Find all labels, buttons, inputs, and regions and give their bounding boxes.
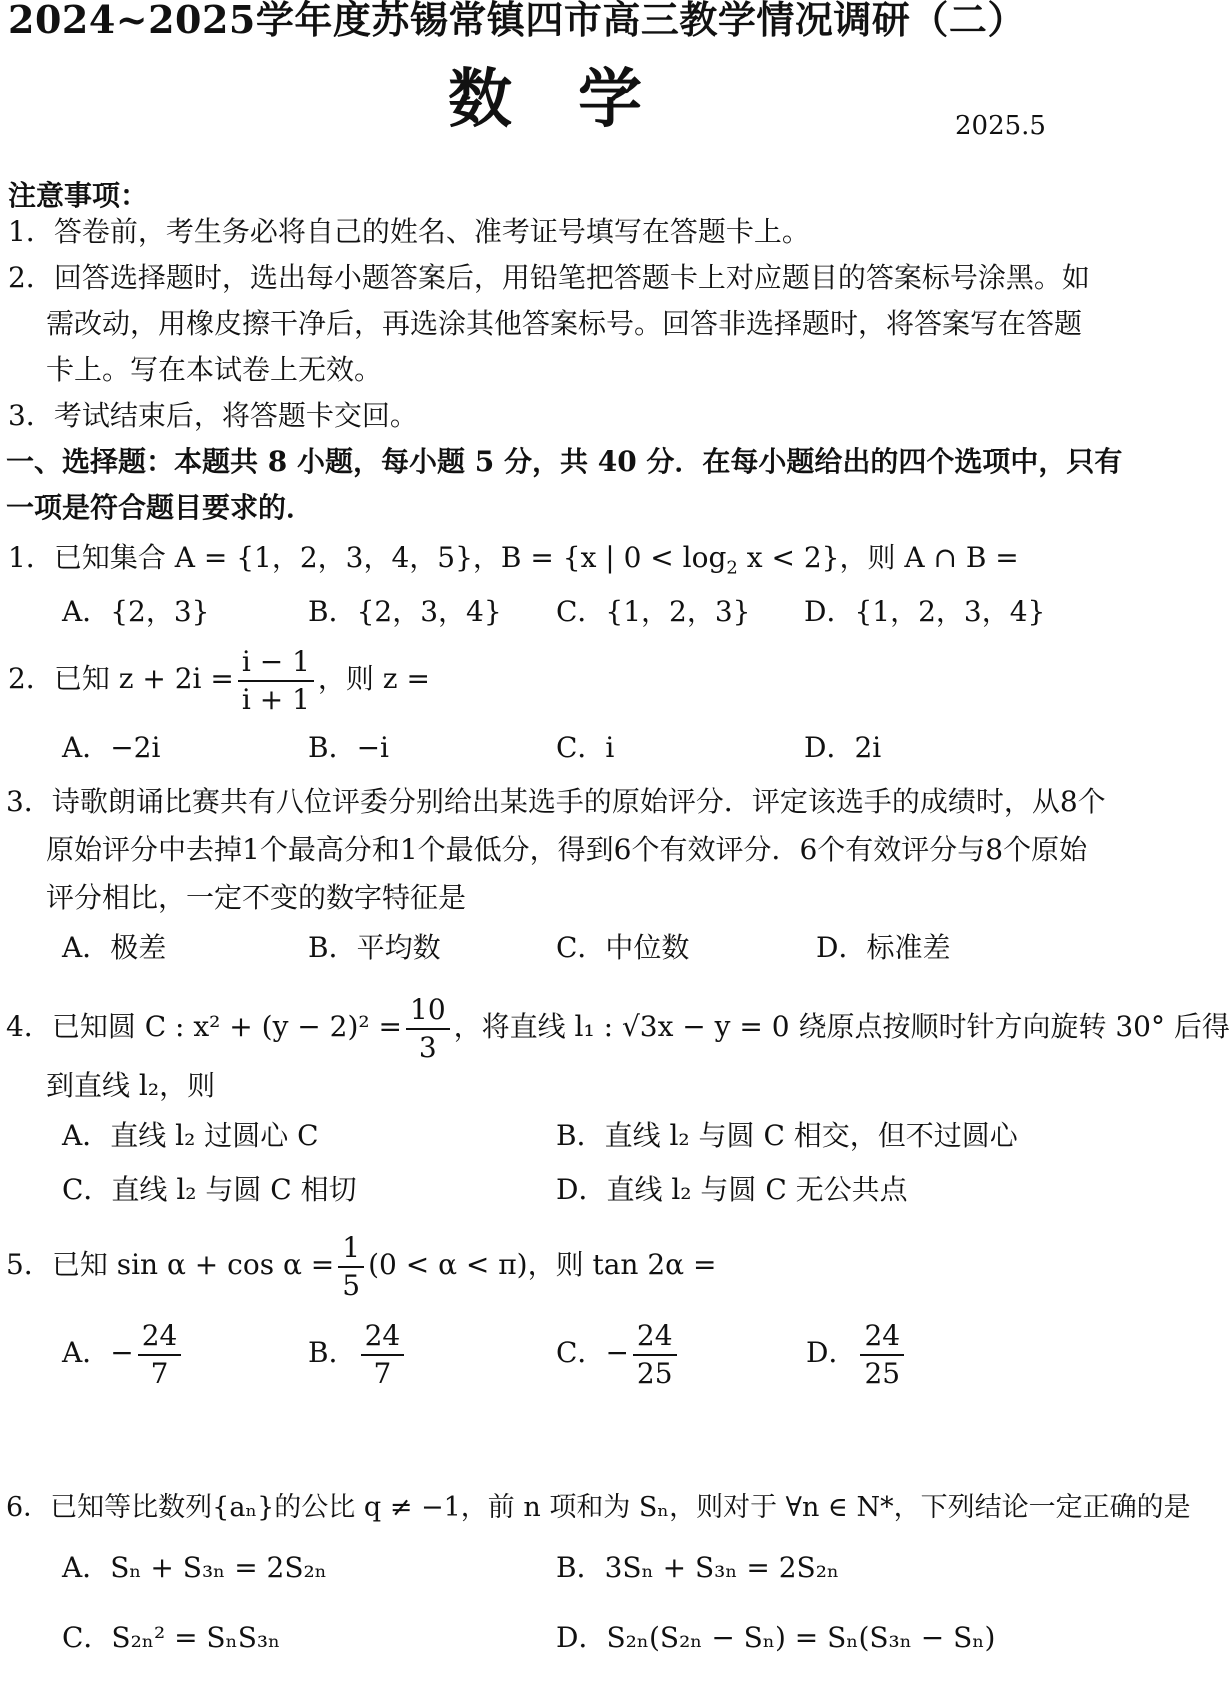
question-2-option-c: C．i: [556, 731, 615, 764]
question-5-option-d-num: 24: [860, 1318, 904, 1356]
question-1-option-b: B．{2，3，4}: [308, 595, 502, 628]
question-2-fraction: [238, 644, 314, 718]
question-6-option-a: A．Sₙ + S₃ₙ = 2S₂ₙ: [62, 1551, 327, 1584]
question-4-text-tail: ，将直线 l₁ : √3x − y = 0 绕原点按顺时针方向旋转 30° 后得: [453, 1010, 1230, 1043]
question-1-text-tail: x < 2}，则 A ∩ B =: [737, 541, 1019, 574]
question-5-stem: [6, 1228, 716, 1304]
question-4-stem-line-2: 到直线 l₂，则: [46, 1069, 216, 1102]
question-6-option-c: C．S₂ₙ² = SₙS₃ₙ: [62, 1621, 281, 1654]
question-4-option-c: C．直线 l₂ 与圆 C 相切: [62, 1173, 357, 1206]
question-4-option-a: A．直线 l₂ 过圆心 C: [62, 1119, 319, 1152]
question-5-fraction-num: 1: [338, 1230, 364, 1268]
question-4-number: 4．: [6, 1010, 52, 1043]
question-5-option-d: [806, 1316, 908, 1392]
question-3-option-c: C．中位数: [556, 931, 690, 964]
notice-item-2-cont2: 卡上。写在本试卷上无效。: [46, 353, 383, 386]
question-3-option-d: D．标准差: [816, 931, 951, 964]
exam-date: 2025.5: [955, 111, 1046, 141]
question-4-fraction-den: 3: [418, 1030, 437, 1064]
question-5-fraction: [338, 1230, 364, 1304]
question-5-option-b-fraction: [361, 1318, 405, 1392]
notice-heading: 注意事项：: [8, 179, 149, 212]
question-1-option-a: A．{2，3}: [62, 595, 210, 628]
notice-item-2: 2．回答选择题时，选出每小题答案后，用铅笔把答题卡上对应题目的答案标号涂黑。如: [8, 261, 1090, 294]
exam-title: 2024~2025学年度苏锡常镇四市高三教学情况调研（二）: [8, 0, 1026, 42]
question-5-option-c-den: 25: [636, 1356, 673, 1390]
question-2-fraction-den: i + 1: [241, 682, 310, 716]
question-4-stem: [6, 990, 1230, 1066]
question-5-option-c-fraction: [633, 1318, 677, 1392]
question-5-option-d-den: 25: [864, 1356, 901, 1390]
question-5-option-b-label: B．: [308, 1336, 357, 1369]
question-2-option-b: B．−i: [308, 731, 389, 764]
question-2-option-a: A．−2i: [62, 731, 161, 764]
notice-item-2-cont: 需改动，用橡皮擦干净后，再选涂其他答案标号。回答非选择题时，将答案写在答题: [46, 307, 1083, 340]
question-3-option-a: A．极差: [62, 931, 167, 964]
question-3-stem-line-1: 3．诗歌朗诵比赛共有八位评委分别给出某选手的原始评分．评定该选手的成绩时，从8个: [6, 785, 1106, 818]
question-1-text: 已知集合 A = {1，2，3，4，5}，B = {x | 0 < log: [53, 541, 727, 574]
section-1-heading: 一、选择题：本题共 8 小题，每小题 5 分，共 40 分．在每小题给出的四个选项中，只有: [6, 445, 1123, 478]
question-5-option-a-label: A．: [62, 1336, 111, 1369]
question-5-text-tail: (0 < α < π)，则 tan 2α =: [368, 1248, 717, 1281]
question-5-option-c-label: C．: [556, 1336, 606, 1369]
question-5-option-d-fraction: [860, 1318, 904, 1392]
question-5-option-a-sign: −: [110, 1336, 134, 1369]
question-4-option-b: B．直线 l₂ 与圆 C 相交，但不过圆心: [556, 1119, 1018, 1152]
question-1-number: 1．: [8, 541, 54, 574]
question-5-option-b: [308, 1316, 408, 1392]
question-2-fraction-num: i − 1: [238, 644, 314, 682]
question-6-stem: 6．已知等比数列{aₙ}的公比 q ≠ −1，前 n 项和为 Sₙ，则对于 ∀n ∈ N*，下列结论一定正确的是: [6, 1492, 1191, 1523]
question-2-stem: [8, 642, 430, 718]
question-2-text: 已知 z + 2i =: [53, 662, 234, 695]
question-5-option-a-num: 24: [138, 1318, 182, 1356]
question-4-text: 已知圆 C : x² + (y − 2)² =: [51, 1010, 402, 1043]
question-2-number: 2．: [8, 662, 54, 695]
question-5-option-b-num: 24: [361, 1318, 405, 1356]
question-3-stem-line-2: 原始评分中去掉1个最高分和1个最低分，得到6个有效评分．6个有效评分与8个原始: [46, 833, 1088, 866]
question-1-option-c: C．{1，2，3}: [556, 595, 751, 628]
notice-item-1: 1．答卷前，考生务必将自己的姓名、准考证号填写在答题卡上。: [8, 215, 810, 248]
question-1-option-d: D．{1，2，3，4}: [804, 595, 1046, 628]
question-5-text: 已知 sin α + cos α =: [51, 1248, 335, 1281]
question-2-option-d: D．2i: [804, 731, 882, 764]
question-3-stem-line-3: 评分相比，一定不变的数字特征是: [46, 881, 467, 914]
question-5-option-b-den: 7: [373, 1356, 392, 1390]
question-6-option-b: B．3Sₙ + S₃ₙ = 2S₂ₙ: [556, 1551, 840, 1584]
question-4-option-d: D．直线 l₂ 与圆 C 无公共点: [556, 1173, 908, 1206]
notice-item-3: 3．考试结束后，将答题卡交回。: [8, 399, 418, 432]
question-1-log-base: 2: [726, 557, 738, 579]
question-5-option-d-label: D．: [806, 1336, 857, 1369]
question-5-option-a-fraction: [138, 1318, 182, 1392]
question-3-option-b: B．平均数: [308, 931, 441, 964]
question-5-option-a: [62, 1316, 185, 1392]
question-5-fraction-den: 5: [342, 1268, 361, 1302]
question-4-fraction-num: 10: [406, 992, 450, 1030]
question-5-option-c: [556, 1316, 681, 1392]
question-5-option-c-sign: −: [605, 1336, 629, 1369]
question-6-option-d: D．S₂ₙ(S₂ₙ − Sₙ) = Sₙ(S₃ₙ − Sₙ): [556, 1621, 996, 1654]
subject-title: 数学: [448, 62, 708, 137]
question-4-fraction: [406, 992, 450, 1066]
question-2-text-tail: ，则 z =: [317, 662, 430, 695]
question-1-stem: [8, 540, 1019, 587]
question-5-number: 5．: [6, 1248, 52, 1281]
question-5-option-a-den: 7: [150, 1356, 169, 1390]
section-1-heading-cont: 一项是符合题目要求的．: [6, 491, 315, 524]
question-5-option-c-num: 24: [633, 1318, 677, 1356]
